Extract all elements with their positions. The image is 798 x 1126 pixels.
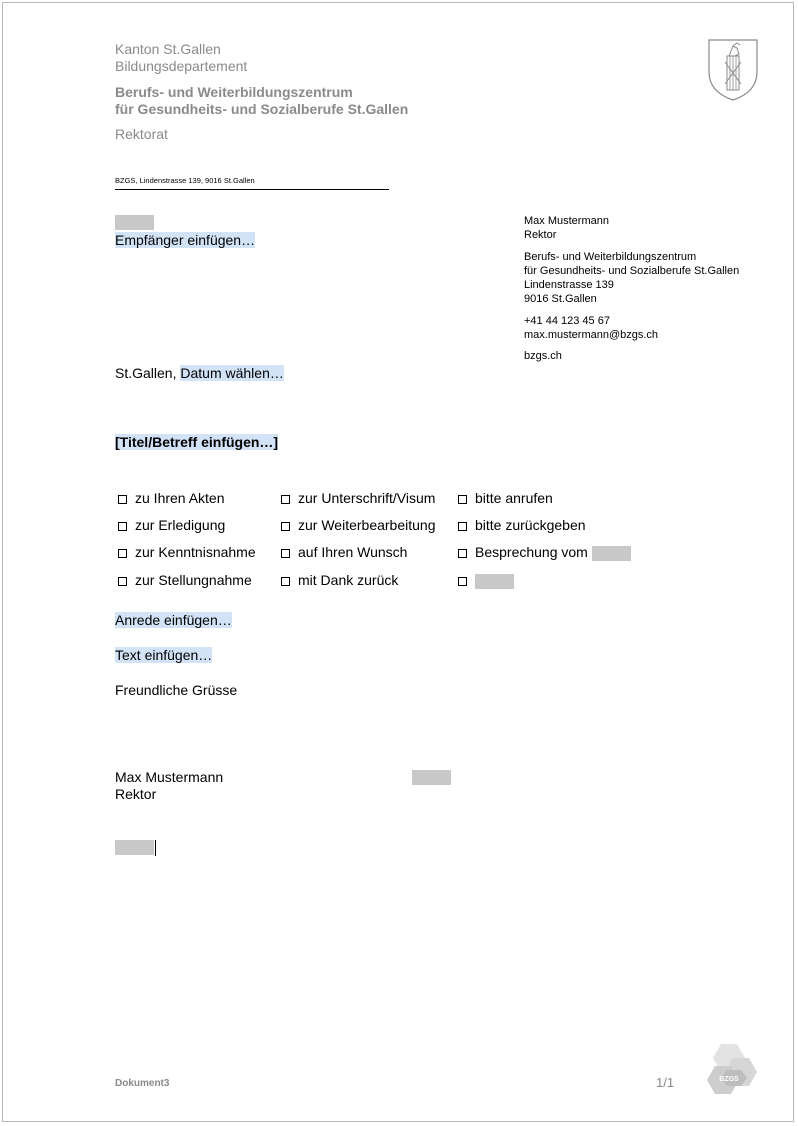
body-text-field[interactable] xyxy=(115,647,212,664)
document-name: Dokument3 xyxy=(115,1078,170,1089)
bzgs-logo xyxy=(707,1042,759,1096)
date-place: St.Gallen, xyxy=(115,365,177,381)
logo-text: BZGS xyxy=(719,1076,739,1083)
date-line xyxy=(115,365,284,382)
recipient-placeholder[interactable]: Empfänger einfügen… xyxy=(115,232,256,248)
recipient-extra-field[interactable] xyxy=(115,214,154,232)
checklist-item[interactable]: zur Stellungnahme xyxy=(118,572,252,589)
recipient-field[interactable] xyxy=(115,232,255,249)
checkbox[interactable] xyxy=(118,577,127,586)
checklist-item[interactable] xyxy=(458,572,514,589)
department-name: Bildungsdepartement xyxy=(115,58,248,74)
checklist-item[interactable]: zur Unterschrift/Visum xyxy=(281,490,435,507)
meeting-date-field[interactable] xyxy=(592,546,631,561)
sender-org-line1: Berufs- und Weiterbildungszentrum xyxy=(524,251,697,263)
checklist-item[interactable]: zur Weiterbearbeitung xyxy=(281,517,435,534)
salutation-field[interactable] xyxy=(115,612,232,629)
second-signature-field[interactable] xyxy=(412,769,451,787)
sender-org-line2: für Gesundheits- und Sozialberufe St.Gallen xyxy=(524,265,740,277)
checklist-item[interactable]: zur Erledigung xyxy=(118,517,225,534)
canton-name: Kanton St.Gallen xyxy=(115,41,221,57)
checkbox[interactable] xyxy=(281,549,290,558)
checkbox[interactable] xyxy=(118,522,127,531)
checklist-item[interactable]: zur Kenntnisnahme xyxy=(118,544,256,561)
checklist-item[interactable]: auf Ihren Wunsch xyxy=(281,544,407,561)
school-name-line1: Berufs- und Weiterbildungszentrum xyxy=(115,84,353,100)
custom-option-field[interactable] xyxy=(475,574,514,589)
canton-crest-icon xyxy=(707,38,759,102)
checklist-item[interactable]: zu Ihren Akten xyxy=(118,490,225,507)
checklist-item[interactable]: bitte anrufen xyxy=(458,490,553,507)
sender-role: Rektor xyxy=(524,229,557,241)
body-text-placeholder[interactable]: Text einfügen… xyxy=(115,647,213,663)
school-name-line2: für Gesundheits- und Sozialberufe St.Gallen xyxy=(115,101,409,117)
checklist-item[interactable]: mit Dank zurück xyxy=(281,572,398,589)
date-picker[interactable]: Datum wählen… xyxy=(180,365,284,381)
checkbox[interactable] xyxy=(458,549,467,558)
return-address: BZGS, Lindenstrasse 139, 9016 St.Gallen xyxy=(115,176,255,185)
checkbox[interactable] xyxy=(118,549,127,558)
closing: Freundliche Grüsse xyxy=(115,682,238,698)
sender-email: max.mustermann@bzgs.ch xyxy=(524,329,659,341)
checkbox[interactable] xyxy=(458,577,467,586)
letter-page xyxy=(2,2,794,1122)
page-number: 1/1 xyxy=(656,1075,675,1090)
checkbox[interactable] xyxy=(281,577,290,586)
sender-city: 9016 St.Gallen xyxy=(524,293,597,305)
enclosure-field[interactable] xyxy=(115,839,156,857)
return-address-rule xyxy=(115,189,389,190)
checkbox[interactable] xyxy=(458,495,467,504)
checkbox[interactable] xyxy=(281,522,290,531)
checkbox[interactable] xyxy=(281,495,290,504)
checklist-item[interactable]: Besprechung vom xyxy=(458,544,631,561)
checkbox[interactable] xyxy=(118,495,127,504)
office-name: Rektorat xyxy=(115,126,168,142)
signature-name: Max Mustermann xyxy=(115,769,224,785)
sender-phone: +41 44 123 45 67 xyxy=(524,315,610,327)
checkbox[interactable] xyxy=(458,522,467,531)
sender-block xyxy=(524,214,739,363)
sender-website: bzgs.ch xyxy=(524,350,562,362)
signature-role: Rektor xyxy=(115,786,157,802)
text-cursor xyxy=(155,840,156,856)
subject-placeholder[interactable]: [Titel/Betreff einfügen…] xyxy=(115,434,279,450)
subject-field[interactable] xyxy=(115,434,278,451)
sender-name: Max Mustermann xyxy=(524,215,609,227)
salutation-placeholder[interactable]: Anrede einfügen… xyxy=(115,612,232,628)
checklist-item[interactable]: bitte zurückgeben xyxy=(458,517,586,534)
sender-street: Lindenstrasse 139 xyxy=(524,279,614,291)
